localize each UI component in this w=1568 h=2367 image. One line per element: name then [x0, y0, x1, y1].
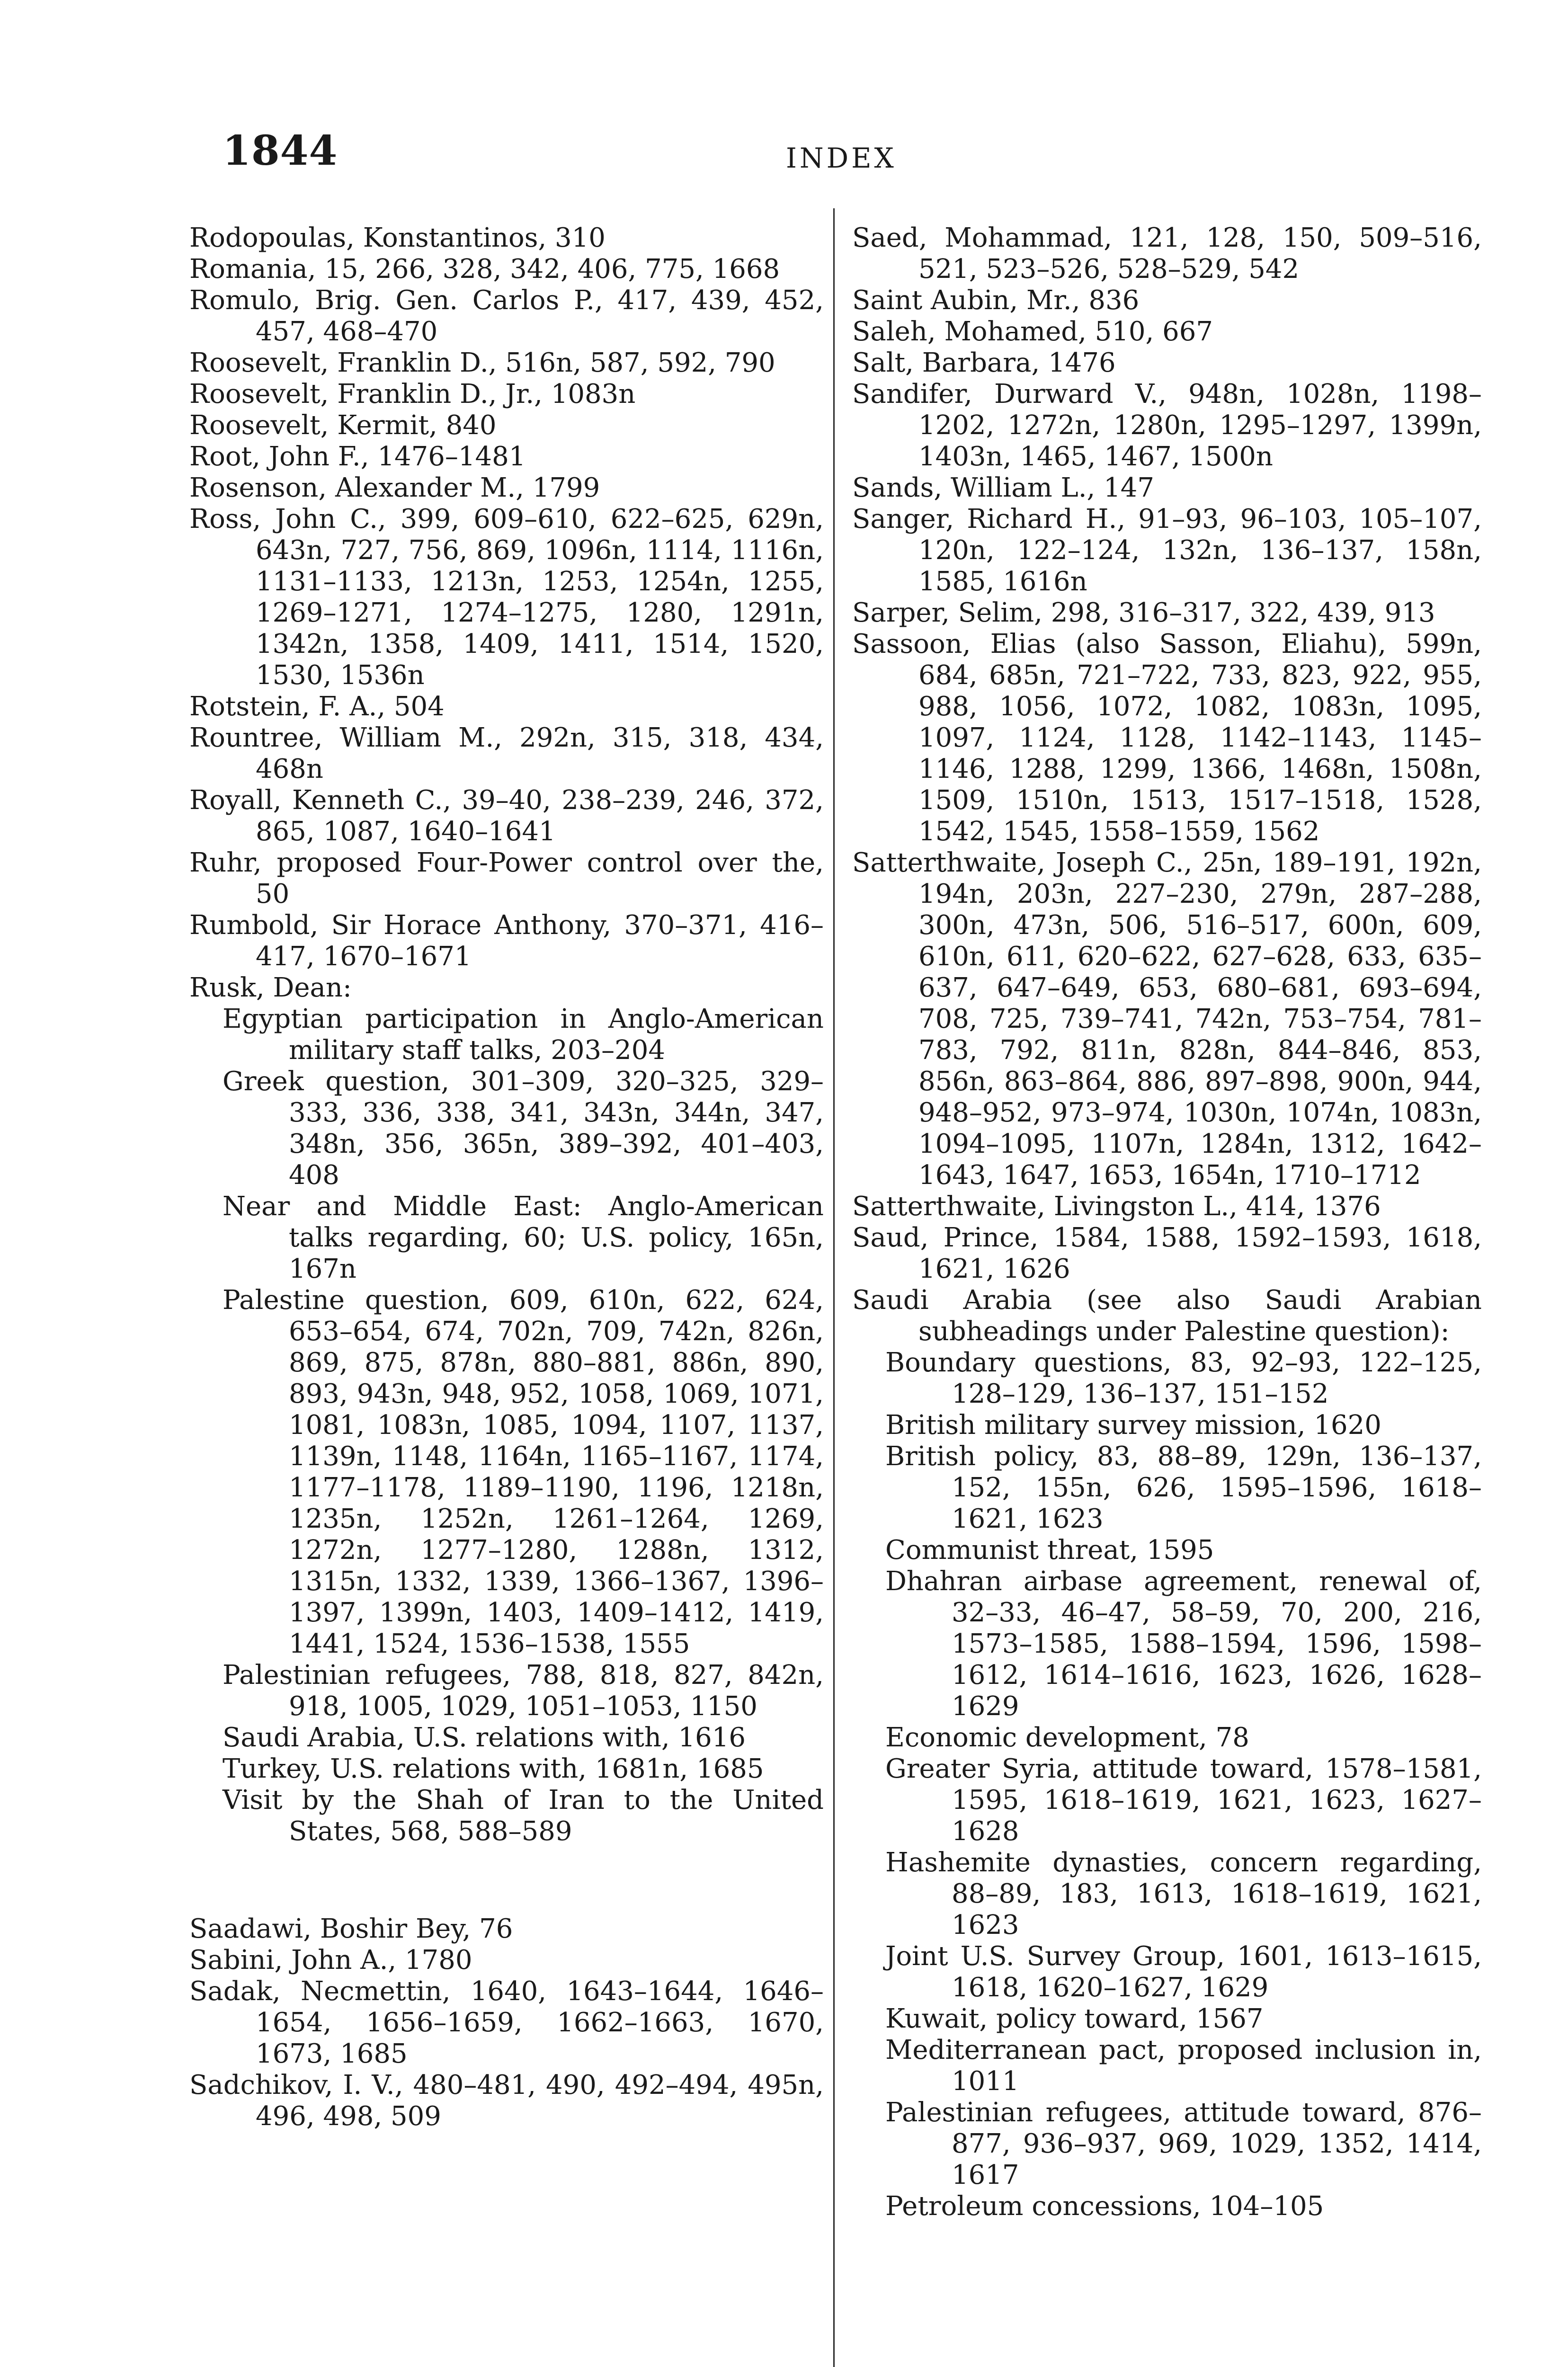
- index-entry: Sanger, Richard H., 91–93, 96–103, 105–107, 120n, 122–124, 132n, 136–137, 158n, 1585, 1616n: [852, 504, 1482, 597]
- index-entry: Roosevelt, Franklin D., Jr., 1083n: [189, 379, 636, 409]
- index-subentry: Dhahran airbase agreement, renewal of, 32–33, 46–47, 58–59, 70, 200, 216, 1573–1585, 1588–1594, 1596, 1598–1612, 1614–1616, 1623, 1626, 1628–1629: [885, 1566, 1482, 1722]
- index-entry: Sadak, Necmettin, 1640, 1643–1644, 1646–1654, 1656–1659, 1662–1663, 1670, 1673, 1685: [189, 1976, 824, 2069]
- index-subentry: Near and Middle East: Anglo-American talks regarding, 60; U.S. policy, 165n, 167n: [223, 1191, 824, 1284]
- index-entry: Ross, John C., 399, 609–610, 622–625, 629n, 643n, 727, 756, 869, 1096n, 1114, 1116n, 1131–1133, 1213n, 1253, 1254n, 1255, 1269–1271, 1274–1275, 1280, 1291n, 1342n, 1358, 1409, 1411, 1514, 1520, 1530, 1536n: [189, 504, 824, 691]
- index-entry: Ruhr, proposed Four-Power control over the, 50: [189, 847, 824, 909]
- index-entry: Satterthwaite, Joseph C., 25n, 189–191, 192n, 194n, 203n, 227–230, 279n, 287–288, 300n, 473n, 506, 516–517, 600n, 609, 610n, 611, 620–622, 627–628, 633, 635–637, 647–649, 653, 680–681, 693–694, 708, 725, 739–741, 742n, 753–754, 781–783, 792, 811n, 828n, 844–846, 853, 856n, 863–864, 886, 897–898, 900n, 944, 948–952, 973–974, 1030n, 1074n, 1083n, 1094–1095, 1107n, 1284n, 1312, 1642–1643, 1647, 1653, 1654n, 1710–1712: [852, 847, 1482, 1191]
- index-subentry: Palestine question, 609, 610n, 622, 624, 653–654, 674, 702n, 709, 742n, 826n, 869, 875, 878n, 880–881, 886n, 890, 893, 943n, 948, 952, 1058, 1069, 1071, 1081, 1083n, 1085, 1094, 1107, 1137, 1139n, 1148, 1164n, 1165–1167, 1174, 1177–1178, 1189–1190, 1196, 1218n, 1235n, 1252n, 1261–1264, 1269, 1272n, 1277–1280, 1288n, 1312, 1315n, 1332, 1339, 1366–1367, 1396–1397, 1399n, 1403, 1409–1412, 1419, 1441, 1524, 1536–1538, 1555: [223, 1285, 824, 1659]
- running-head: INDEX: [786, 142, 897, 174]
- index-subentry: Greater Syria, attitude toward, 1578–1581, 1595, 1618–1619, 1621, 1623, 1627–1628: [885, 1753, 1482, 1847]
- index-entry: Salt, Barbara, 1476: [852, 347, 1116, 378]
- index-subentry: Visit by the Shah of Iran to the United States, 568, 588–589: [223, 1785, 824, 1847]
- column-divider: [833, 208, 835, 2367]
- index-subentry: Communist threat, 1595: [885, 1535, 1214, 1566]
- index-subentry: Egyptian participation in Anglo-American military staff talks, 203–204: [223, 1004, 824, 1066]
- index-subentry: Palestinian refugees, 788, 818, 827, 842n, 918, 1005, 1029, 1051–1053, 1150: [223, 1660, 824, 1722]
- index-subentry: British military survey mission, 1620: [885, 1410, 1381, 1441]
- index-subentry: Palestinian refugees, attitude toward, 876–877, 936–937, 969, 1029, 1352, 1414, 1617: [885, 2097, 1482, 2190]
- index-subentry: Boundary questions, 83, 92–93, 122–125, 128–129, 136–137, 151–152: [885, 1347, 1482, 1409]
- index-subentry: Petroleum concessions, 104–105: [885, 2191, 1324, 2222]
- index-subentry: Turkey, U.S. relations with, 1681n, 1685: [223, 1753, 764, 1784]
- index-entry: Sabini, John A., 1780: [189, 1945, 472, 1975]
- index-entry: Rotstein, F. A., 504: [189, 691, 445, 722]
- index-entry: Saleh, Mohamed, 510, 667: [852, 316, 1213, 347]
- index-entry: Sandifer, Durward V., 948n, 1028n, 1198–1202, 1272n, 1280n, 1295–1297, 1399n, 1403n, 1465, 1467, 1500n: [852, 379, 1482, 472]
- index-entry-heading: Saudi Arabia (see also Saudi Arabian subheadings under Palestine question):: [852, 1285, 1482, 1347]
- index-subentry: Saudi Arabia, U.S. relations with, 1616: [223, 1722, 746, 1753]
- index-subentry: Joint U.S. Survey Group, 1601, 1613–1615, 1618, 1620–1627, 1629: [885, 1941, 1482, 2003]
- section-gap: [189, 1847, 824, 1913]
- index-entry: Sassoon, Elias (also Sasson, Eliahu), 599n, 684, 685n, 721–722, 733, 823, 922, 955, 988, 1056, 1072, 1082, 1083n, 1095, 1097, 1124, 1128, 1142–1143, 1145–1146, 1288, 1299, 1366, 1468n, 1508n, 1509, 1510n, 1513, 1517–1518, 1528, 1542, 1545, 1558–1559, 1562: [852, 629, 1482, 847]
- index-entry: Rumbold, Sir Horace Anthony, 370–371, 416–417, 1670–1671: [189, 910, 824, 972]
- index-entry: Royall, Kenneth C., 39–40, 238–239, 246, 372, 865, 1087, 1640–1641: [189, 785, 824, 847]
- index-entry: Saud, Prince, 1584, 1588, 1592–1593, 1618, 1621, 1626: [852, 1222, 1482, 1284]
- index-entry: Saed, Mohammad, 121, 128, 150, 509–516, 521, 523–526, 528–529, 542: [852, 222, 1482, 285]
- index-subentry: Kuwait, policy toward, 1567: [885, 2003, 1264, 2034]
- index-entry: Sands, William L., 147: [852, 472, 1154, 503]
- index-entry: Romania, 15, 266, 328, 342, 406, 775, 1668: [189, 254, 780, 285]
- index-entry: Saadawi, Boshir Bey, 76: [189, 1913, 513, 1944]
- index-entry: Roosevelt, Franklin D., 516n, 587, 592, 790: [189, 347, 775, 378]
- index-entry: Sarper, Selim, 298, 316–317, 322, 439, 913: [852, 597, 1435, 628]
- index-subentry: Economic development, 78: [885, 1722, 1249, 1753]
- index-entry: Sadchikov, I. V., 480–481, 490, 492–494, 495n, 496, 498, 509: [189, 2070, 824, 2132]
- index-entry: Saint Aubin, Mr., 836: [852, 285, 1140, 316]
- index-entry: Rosenson, Alexander M., 1799: [189, 472, 600, 503]
- index-subentry: Mediterranean pact, proposed inclusion in, 1011: [885, 2035, 1482, 2097]
- index-entry: Roosevelt, Kermit, 840: [189, 410, 497, 441]
- index-entry-heading: Rusk, Dean:: [189, 972, 352, 1003]
- left-column: [189, 222, 824, 2132]
- index-entry: Rountree, William M., 292n, 315, 318, 434, 468n: [189, 722, 824, 784]
- right-column: [852, 222, 1482, 2222]
- page-number: 1844: [223, 127, 338, 175]
- index-entry: Romulo, Brig. Gen. Carlos P., 417, 439, 452, 457, 468–470: [189, 285, 824, 347]
- index-entry: Satterthwaite, Livingston L., 414, 1376: [852, 1191, 1381, 1222]
- index-entry: Rodopoulas, Konstantinos, 310: [189, 222, 606, 253]
- index-subentry: British policy, 83, 88–89, 129n, 136–137, 152, 155n, 626, 1595–1596, 1618–1621, 1623: [885, 1441, 1482, 1534]
- index-entry: Root, John F., 1476–1481: [189, 441, 526, 472]
- index-subentry: Hashemite dynasties, concern regarding, 88–89, 183, 1613, 1618–1619, 1621, 1623: [885, 1847, 1482, 1940]
- index-subentry: Greek question, 301–309, 320–325, 329–333, 336, 338, 341, 343n, 344n, 347, 348n, 356, 365n, 389–392, 401–403, 408: [223, 1066, 824, 1191]
